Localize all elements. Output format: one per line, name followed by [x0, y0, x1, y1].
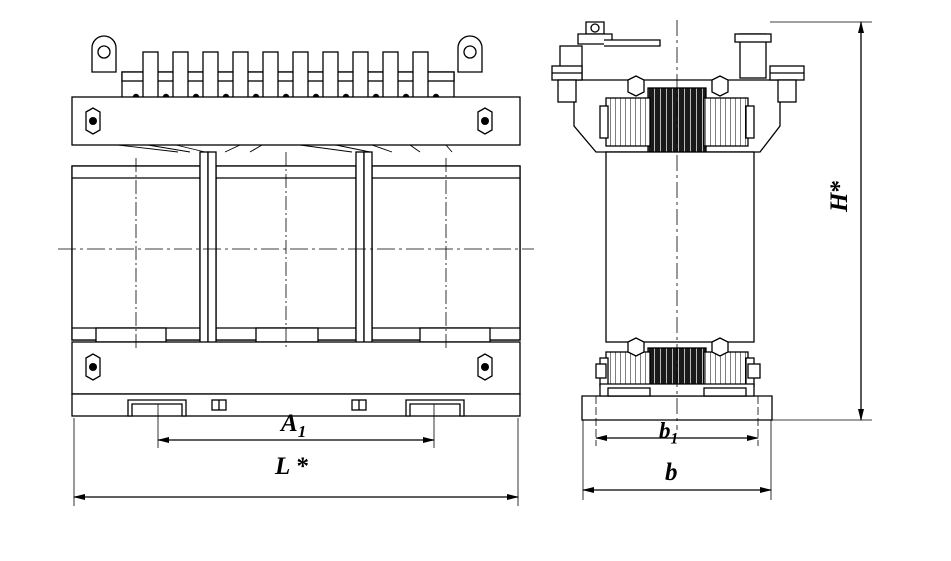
dimension-label-b1: $b_1$ — [659, 418, 679, 448]
dimension-label-A1: $A_1$ — [281, 410, 307, 441]
side-top-bracket — [578, 22, 660, 46]
side-top-post-right — [735, 34, 771, 78]
side-coil-body — [606, 152, 754, 342]
dimension-label-L: L * — [275, 453, 310, 480]
bottom-clamp-bar — [72, 342, 520, 394]
side-view-group — [552, 20, 872, 500]
coil-leads — [118, 145, 452, 152]
dimension-label-H: H* — [826, 180, 853, 212]
lifting-lug-left — [92, 36, 116, 72]
lifting-lug-right — [458, 36, 482, 72]
coil-feet — [96, 328, 490, 342]
top-clamp-bar — [72, 97, 520, 145]
dimension-label-b: b — [665, 459, 678, 486]
